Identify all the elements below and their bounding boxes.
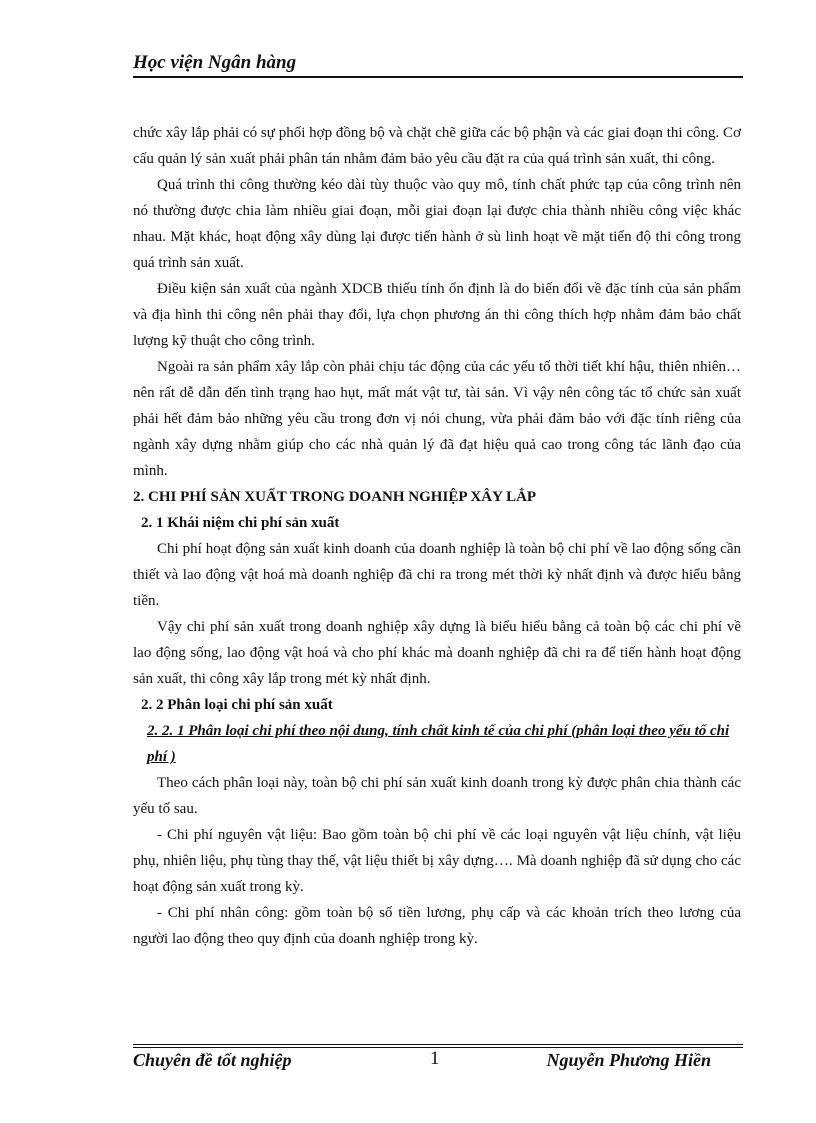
paragraph: - Chi phí nguyên vật liệu: Bao gồm toàn bộ chi phí về các loại nguyên vật liệu chính, vật liệu phụ, nhiên liệu, phụ tùng thay thế, vật liệu thiết bị xây dựng…. Mà doanh nghiệp đã sử dụng cho các hoạt động sản xuất trong kỳ. bbox=[133, 827, 741, 895]
header-rule bbox=[133, 76, 743, 78]
subsubsection-heading: 2. 2. 1 Phân loại chi phí theo nội dung, tính chất kinh tế của chi phí (phân loại theo yếu tố chi phí ) bbox=[147, 723, 730, 765]
paragraph: Điều kiện sản xuất của ngành XDCB thiếu tính ổn định là do biến đổi về đặc tính của sản phẩm và địa hình thi công nên phải thay đổi, lựa chọn phương án thi công thích hợp nhằm đảm bảo chất lượng kỹ thuật cho công trình. bbox=[133, 281, 741, 349]
paragraph: Quá trình thi công thường kéo dài tùy thuộc vào quy mô, tính chất phức tạp của công trình nên nó thường được chia làm nhiều giai đoạn, mỗi giai đoạn lại được chia thành nhiều công việc khác nhau. Mặt khác, hoạt động xây dùng lại được tiến hành ở sù linh hoạt về mặt tiến độ thi công trong quá trình sản xuất. bbox=[133, 177, 741, 271]
paragraph: Ngoài ra sản phẩm xây lắp còn phải chịu tác động của các yếu tố thời tiết khí hậu, thiên nhiên… nên rất dễ dẫn đến tình trạng hao hụt, mất mát vật tư, tài sản. Vì vậy nên công tác tổ chức sản xuất phải hết đảm bảo những yêu cầu trong đơn vị nói chung, vừa phải đảm bảo với đặc tính riêng của ngành xây dựng nhằm giúp cho các nhà quản lý đã đạt hiệu quả cao trong công tác lãnh đạo của mình. bbox=[133, 359, 741, 479]
footer-author: Nguyễn Phương Hiền bbox=[546, 1050, 711, 1070]
paragraph: Vậy chi phí sản xuất trong doanh nghiệp xây dựng là biểu hiểu bằng cả toàn bộ các chi phí về lao động sống, lao động vật hoá và cho phí khác mà doanh nghiệp đã chi ra để tiến hành hoạt động sản xuất, thi công xây lắp trong mét kỳ nhất định. bbox=[133, 619, 741, 687]
paragraph: chức xây lắp phải có sự phối hợp đồng bộ và chặt chẽ giữa các bộ phận và các giai đoạn thi công. Cơ cấu quản lý sản xuất phải phân tán nhằm đảm bảo yêu cầu đặt ra của quá trình sản xuất, thi công. bbox=[133, 125, 741, 167]
footer-rule-top bbox=[133, 1044, 743, 1045]
page-footer bbox=[133, 1050, 743, 1076]
footer-title: Chuyên đề tốt nghiệp bbox=[133, 1050, 292, 1070]
page-header bbox=[133, 50, 743, 76]
subsection-heading: 2. 2 Phân loại chi phí sản xuất bbox=[141, 697, 333, 713]
paragraph: - Chi phí nhân công: gồm toàn bộ số tiền lương, phụ cấp và các khoản trích theo lương của người lao động theo quy định của doanh nghiệp trong kỳ. bbox=[133, 905, 741, 947]
paragraph: Theo cách phân loại này, toàn bộ chi phí sản xuất kinh doanh trong kỳ được phân chia thành các yếu tố sau. bbox=[133, 775, 741, 817]
section-heading: 2. CHI PHÍ SẢN XUẤT TRONG DOANH NGHIỆP XÂY LẮP bbox=[133, 489, 537, 505]
document-body bbox=[133, 120, 741, 952]
subsection-heading: 2. 1 Khái niệm chi phí sản xuất bbox=[141, 515, 340, 531]
header-title: Học viện Ngân hàng bbox=[133, 52, 297, 73]
paragraph: Chi phí hoạt động sản xuất kinh doanh của doanh nghiệp là toàn bộ chi phí về lao động sống cần thiết và lao động vật hoá mà doanh nghiệp đã chi ra trong mét thời kỳ nhất định và được hiểu bằng tiền. bbox=[133, 541, 741, 609]
page-number: 1 bbox=[430, 1048, 440, 1069]
